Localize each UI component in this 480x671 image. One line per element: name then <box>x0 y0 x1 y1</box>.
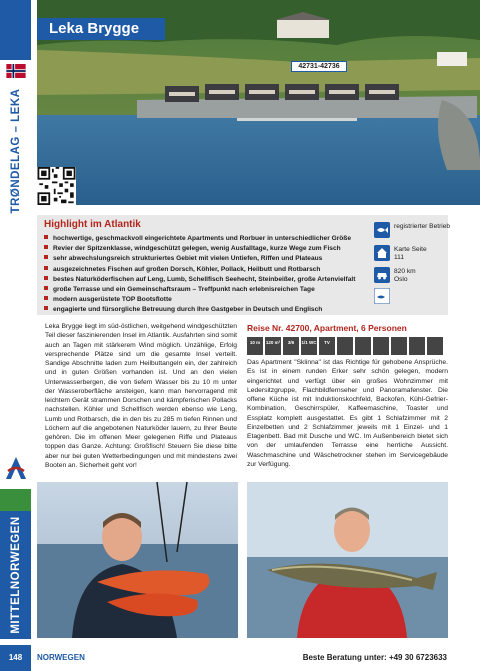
highlights-list <box>44 234 355 316</box>
list-item: ausgezeichnetes Fischen auf großen Dorsch, Köhler, Pollack, Heilbutt und Rotbarsch <box>44 265 355 275</box>
info-registered: registrierter Betrieb <box>374 222 454 242</box>
side-green-band <box>0 489 31 511</box>
bullet-icon <box>44 286 48 290</box>
side-strip <box>0 0 31 671</box>
highlights-title: Highlight im Atlantik <box>44 219 141 230</box>
bullet-icon <box>44 296 48 300</box>
offer-title: Reise Nr. 42700, Apartment, 6 Personen <box>247 323 407 333</box>
boat-icon <box>427 337 443 355</box>
list-item: hochwertige, geschmackvoll eingerichtete Apartments und Rorbuer in unterschiedlicher Größe <box>44 234 355 244</box>
region-label: TRØNDELAG – LEKA <box>9 88 22 214</box>
tv-icon: TV <box>319 337 335 355</box>
fish-fillet-icon <box>409 337 425 355</box>
offer-description: Das Apartment "Sklinna" ist das Richtige für gehobene Ansprüche. Es ist in einem runden Erker sehr schön gelegen, modern eingerichtet und verfügt über ein großes Wohnzimmer mit Ledersitzgruppe, Flachbildfernseher und Panoramafenster. Die offene Küche ist mit Induktionskochfeld, Backofen, Kühl-Gefrier-Kombination, Geschirrspüler, Kaffeemaschine, Toaster und Essplatz komplett ausgestattet. Es gibt 1 Schlafzimmer mit 2 Einzelbetten und 2 Schlafzimmer jeweils mit 1 Einzel- und 1 Etagenbett. Bad mit Dusche und WC. Im Außenbereich bietet sich von der umlaufenden Terrasse eine herrliche Aussicht. Waschmaschine und Wäschetrockner stehen im Servicegebäude zur Verfügung. <box>247 359 448 468</box>
side-top-band <box>0 0 31 60</box>
angler-photo-2 <box>247 482 448 638</box>
list-item: große Terrasse und ein Gemeinschaftsraum – Treffpunkt nach erlebnisreichen Tage <box>44 285 355 295</box>
bullet-icon <box>44 306 48 310</box>
bullet-icon <box>44 235 48 239</box>
info-distance: 820 km Oslo <box>374 267 454 287</box>
boat-length-icon: 10 m <box>247 337 263 355</box>
list-item: Revier der Spitzenklasse, windgeschützt gelegen, wenig Ausfalltage, kurze Wege zum Fisch <box>44 244 355 254</box>
footer-advice-phone[interactable]: Beste Beratung unter: +49 30 6723633 <box>302 653 447 662</box>
list-item: bestes Naturköderfischen auf Leng, Lumb, Schellfisch Seehecht, Steinbeißer, große Artenvielfalt <box>44 275 355 285</box>
car-icon <box>374 267 390 283</box>
list-item: modern ausgerüstete TOP Bootsflotte <box>44 295 355 305</box>
bullet-icon <box>44 255 48 259</box>
bullet-icon <box>44 266 48 270</box>
page-title: Leka Brygge <box>37 18 165 40</box>
house-icon <box>374 245 390 261</box>
freezer-icon <box>355 337 371 355</box>
bullet-icon <box>44 276 48 280</box>
fish-icon <box>374 222 390 238</box>
list-item: engagierte und fürsorgliche Betreuung durch Ihre Gastgeber in Deutsch und Englisch <box>44 305 355 315</box>
rooms-icon: 3/6 <box>283 337 299 355</box>
publisher-logo-icon <box>4 455 28 481</box>
washer-icon <box>373 337 389 355</box>
wifi-icon <box>391 337 407 355</box>
travel-code-badge: 42731-42736 <box>291 61 347 72</box>
bathroom-icon: 1/1 WC <box>301 337 317 355</box>
area-icon: 120 m² <box>265 337 281 355</box>
page-number: 148 <box>0 645 31 671</box>
amenity-icons <box>247 337 448 355</box>
qr-code-icon[interactable] <box>37 167 76 205</box>
angler-photo-1 <box>37 482 238 638</box>
page-footer <box>0 645 480 671</box>
kitchen-icon <box>337 337 353 355</box>
description-text: Leka Brygge liegt im süd-östlichen, weitgehend windgeschützten Teil dieser faszinierenden Insel im Atlantik. Ausfahrten sind somit auch an Tagen mit stärkerem Wind möglich. Unzählige, Erfolg versprechende Plätze sind um die gesamte Insel verteilt. Sandige Abschnitte laden zum Heilbuttangeln ein, der zahlreich und in guten Größen vorhanden ist. Und an den vielen Unterwasserbergen, die von tiefem Wasser bis zu 10 m unter der Wasseroberfläche ansteigen, kann man hervorragend mit leichtem Gerät strammen Dorschen und kämpferischen Pollacks nachstellen. Köhler und Schellfisch werden ebenso wie Leng, Lumb und Rotbarsch, die in den bis zu 285 m tiefen Rinnen und Löchern auf die angebotenen Naturköder lauern, zu Ihrer Beute gehören. Die im offenen Meer gelegenen Riffe und Plateaus toppen das Ganze. Achtung: Großfisch! Steuern Sie diese bitte aber nur bei guten Wetterbedingungen und mit mindestens zwei Booten an. Sicherheit geht vor! <box>45 323 237 469</box>
norway-flag-icon <box>6 64 26 78</box>
info-map[interactable]: Karte Seite 111 <box>374 245 454 265</box>
footer-country: NORWEGEN <box>37 653 85 662</box>
country-side-label: MITTELNORWEGEN <box>0 511 31 639</box>
info-catchreport <box>374 288 454 308</box>
catchreport-icon <box>374 288 390 304</box>
bullet-icon <box>44 245 48 249</box>
list-item: sehr abwechslungsreich strukturiertes Gebiet mit vielen Untiefen, Riffen und Plateaus <box>44 254 355 264</box>
